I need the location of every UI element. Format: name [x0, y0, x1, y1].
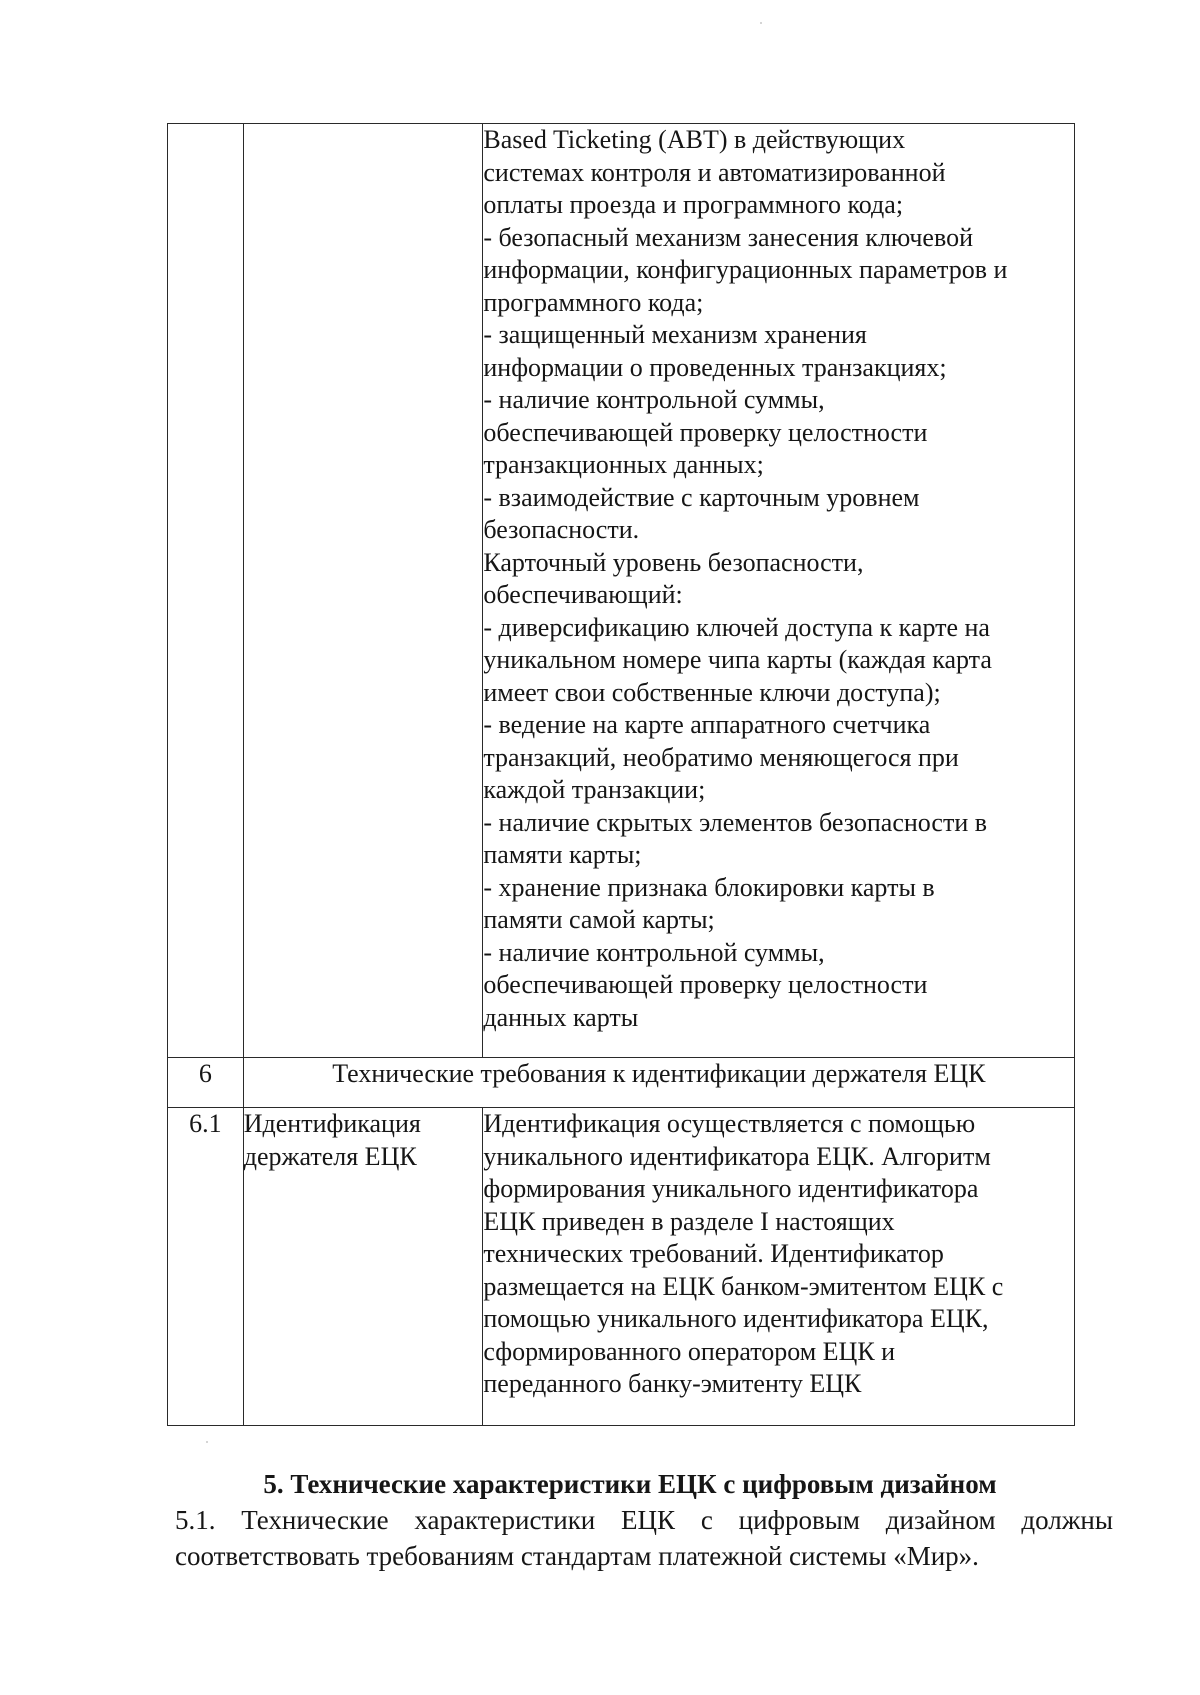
- description-line: обеспечивающий:: [483, 580, 683, 609]
- item-number: 6.1: [189, 1109, 222, 1138]
- description-line: - хранение признака блокировки карты в: [483, 872, 935, 902]
- item-description-line: ЕЦК приведен в разделе I настоящих: [483, 1206, 895, 1236]
- description-line: - ведение на карте аппаратного счетчика: [483, 710, 931, 739]
- description-line: Based Ticketing (ABT) в действующих: [483, 125, 906, 154]
- name-cell-empty: [243, 124, 483, 1058]
- description-line: памяти карты;: [483, 840, 642, 869]
- requirements-table: [167, 123, 1075, 1426]
- description-line: - наличие контрольной суммы,: [483, 385, 825, 414]
- item-number-cell: [168, 1108, 244, 1426]
- paragraph-line: 5.1. Технические характеристики ЕЦК с цифровым дизайном должны: [175, 1505, 1113, 1535]
- description-line: каждой транзакции;: [483, 775, 706, 804]
- description-line: - наличие скрытых элементов безопасности в: [483, 807, 988, 837]
- table-row-6-1: [168, 1108, 1075, 1426]
- description-line: - защищенный механизм хранения: [483, 320, 867, 349]
- description-line: программного кода;: [483, 287, 704, 317]
- description-line: информации о проведенных транзакциях;: [483, 352, 947, 382]
- item-description-line: переданного банку-эмитенту ЕЦК: [483, 1369, 862, 1398]
- description-line: транзакций, необратимо меняющегося при: [483, 742, 959, 772]
- paragraph-5-1: [175, 1502, 1113, 1574]
- paragraph-line: соответствовать требованиям стандартам платежной системы «Мир».: [175, 1541, 979, 1571]
- item-description-line: технических требований. Идентификатор: [483, 1239, 944, 1268]
- section-heading-text: 5. Технические характеристики ЕЦК с цифровым дизайном: [263, 1469, 997, 1499]
- description-line: имеет свои собственные ключи доступа);: [483, 677, 941, 707]
- item-name-line: держателя ЕЦК: [243, 1141, 417, 1171]
- item-description-line: уникального идентификатора ЕЦК. Алгоритм: [483, 1141, 991, 1171]
- description-cell-continuation: [483, 124, 1075, 1058]
- section-number: 6: [198, 1059, 212, 1088]
- description-line: - безопасный механизм занесения ключевой: [483, 222, 973, 252]
- number-cell-empty: [168, 124, 244, 1058]
- item-description-line: сформированного оператором ЕЦК и: [483, 1336, 896, 1366]
- item-name-line: Идентификация: [243, 1109, 421, 1138]
- description-line: - взаимодействие с карточным уровнем: [483, 482, 920, 512]
- section-number-cell: [168, 1058, 244, 1108]
- description-line: данных карты: [483, 1002, 639, 1032]
- section-title: Технические требования к идентификации держателя ЕЦК: [332, 1059, 986, 1088]
- description-line: транзакционных данных;: [483, 450, 764, 479]
- description-line: - наличие контрольной суммы,: [483, 937, 825, 967]
- description-line: безопасности.: [483, 515, 640, 544]
- continuation-description: [483, 124, 1074, 1034]
- item-description-line: Идентификация осуществляется с помощью: [483, 1109, 976, 1138]
- item-description-line: помощью уникального идентификатора ЕЦК,: [483, 1304, 989, 1333]
- item-name-cell: [243, 1108, 483, 1426]
- description-line: информации, конфигурационных параметров и: [483, 255, 1008, 284]
- item-description-line: размещается на ЕЦК банком-эмитентом ЕЦК с: [483, 1271, 1004, 1301]
- description-line: обеспечивающей проверку целостности: [483, 970, 928, 999]
- description-line: уникальном номере чипа карты (каждая карта: [483, 645, 992, 674]
- description-line: памяти самой карты;: [483, 905, 715, 934]
- description-line: Карточный уровень безопасности,: [483, 547, 864, 577]
- table-row-continuation: [168, 124, 1075, 1058]
- section-title-cell: [243, 1058, 1074, 1108]
- description-line: обеспечивающей проверку целостности: [483, 417, 928, 447]
- scan-speck: [206, 1441, 208, 1443]
- description-line: системах контроля и автоматизированной: [483, 157, 946, 187]
- table-row-section-6: [168, 1058, 1075, 1108]
- section-heading: [0, 1467, 1200, 1501]
- item-description-cell: [483, 1108, 1075, 1426]
- scan-speck: [760, 22, 762, 24]
- description-line: - диверсификацию ключей доступа к карте на: [483, 612, 990, 642]
- description-line: оплаты проезда и программного кода;: [483, 190, 904, 219]
- item-description-line: формирования уникального идентификатора: [483, 1174, 979, 1203]
